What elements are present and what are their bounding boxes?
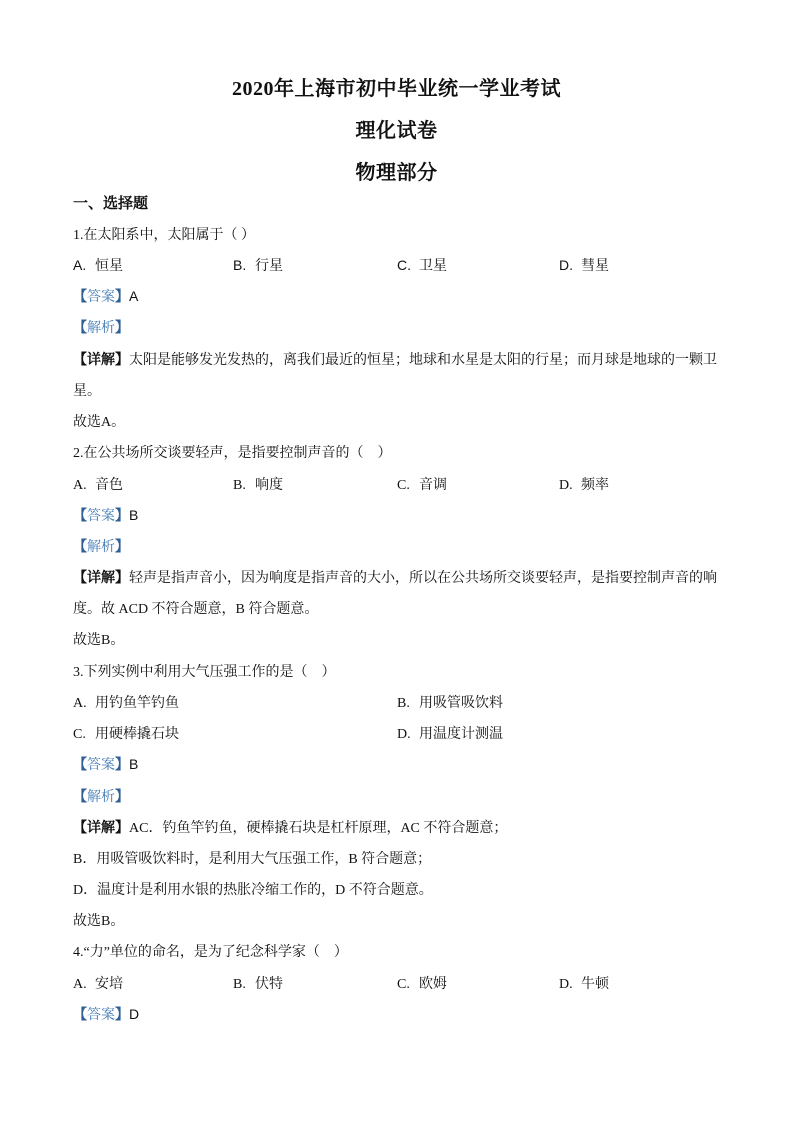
option-label: A. (73, 977, 87, 992)
option-text: 音色 (95, 478, 123, 493)
question-4-option-c (397, 973, 447, 993)
question-1-stem: 1.在太阳系中，太阳属于（ ） (73, 228, 255, 243)
bracket: 】 (115, 789, 129, 805)
question-1-option-b (233, 255, 283, 275)
detail-text: 太阳是能够发光发热的，离我们最近的恒星；地球和水星是太阳的行星；而月球是地球的一颗卫 (129, 353, 717, 368)
question-1-conclusion: 故选A。 (73, 415, 126, 430)
option-label: D. (397, 727, 411, 742)
section-heading: 一、选择题 (73, 196, 149, 212)
option-text: 用吸管吸饮料 (419, 696, 503, 711)
answer-value: B (129, 756, 139, 772)
option-label: B. (397, 696, 410, 711)
bracket: 【 (73, 320, 87, 336)
question-4-option-a (73, 973, 123, 993)
detail-text: 轻声是指声音小，因为响度是指声音的大小，所以在公共场所交谈要轻声，是指要控制声音的响 (129, 571, 717, 586)
exam-title: 2020年上海市初中毕业统一学业考试 (232, 78, 561, 100)
question-1-detail-line-1 (73, 349, 717, 369)
exam-subtitle: 理化试卷 (355, 120, 438, 142)
answer-value: D (129, 1006, 140, 1022)
question-1-option-d (559, 255, 609, 275)
bracket: 【 (73, 789, 87, 805)
option-text: 用钓鱼竿钓鱼 (95, 696, 179, 711)
option-text: 安培 (95, 977, 123, 992)
answer-label: 答案 (87, 289, 115, 305)
question-3-option-d (397, 723, 503, 743)
option-label: B. (233, 478, 246, 493)
question-3-detail-line-3: D．温度计是利用水银的热胀冷缩工作的，D 不符合题意。 (73, 883, 433, 898)
option-text: 响度 (255, 478, 283, 493)
bracket: 】 (115, 508, 129, 524)
option-label: A. (73, 478, 87, 493)
bracket: 【 (73, 289, 87, 305)
question-2-conclusion: 故选B。 (73, 633, 125, 648)
detail-label: 【详解】 (73, 353, 129, 368)
question-2-detail-line-1 (73, 567, 717, 587)
answer-label: 答案 (87, 1007, 115, 1023)
question-3-detail-line-2: B．用吸管吸饮料时，是利用大气压强工作，B 符合题意； (73, 852, 432, 867)
question-2-stem: 2.在公共场所交谈要轻声，是指要控制声音的（ ） (73, 446, 392, 461)
detail-text: AC．钓鱼竿钓鱼，硬棒撬石块是杠杆原理，AC 不符合题意； (129, 821, 508, 836)
option-text: 行星 (255, 259, 283, 274)
bracket: 】 (115, 1007, 129, 1023)
exam-part: 物理部分 (355, 162, 438, 184)
option-label: C. (397, 977, 410, 992)
question-1-option-c (397, 255, 447, 275)
bracket: 】 (115, 289, 129, 305)
option-text: 用温度计测温 (419, 727, 503, 742)
question-2-option-b (233, 474, 283, 494)
question-3-conclusion: 故选B。 (73, 914, 125, 929)
question-3-stem: 3.下列实例中利用大气压强工作的是（ ） (73, 665, 336, 680)
detail-label: 【详解】 (73, 571, 129, 586)
option-text: 牛顿 (581, 977, 609, 992)
answer-value: B (129, 507, 139, 523)
question-3-option-a (73, 692, 179, 712)
bracket: 【 (73, 539, 87, 555)
option-label: D. (559, 257, 573, 273)
question-1-analysis-label (73, 317, 129, 337)
analysis-label: 解析 (87, 789, 115, 805)
answer-label: 答案 (87, 757, 115, 773)
option-text: 用硬棒撬石块 (95, 727, 179, 742)
option-label: B. (233, 977, 246, 992)
question-4-answer (73, 1004, 139, 1024)
bracket: 【 (73, 1007, 87, 1023)
bracket: 【 (73, 508, 87, 524)
detail-label: 【详解】 (73, 821, 129, 836)
option-label: A. (73, 696, 87, 711)
question-2-analysis-label (73, 536, 129, 556)
option-text: 恒星 (95, 259, 123, 274)
bracket: 【 (73, 757, 87, 773)
question-2-option-d (559, 474, 609, 494)
question-4-stem: 4.“力”单位的命名，是为了纪念科学家（ ） (73, 945, 348, 960)
bracket: 】 (115, 320, 129, 336)
bracket: 】 (115, 539, 129, 555)
question-2-option-a (73, 474, 123, 494)
analysis-label: 解析 (87, 320, 115, 336)
analysis-label: 解析 (87, 539, 115, 555)
question-2-option-c (397, 474, 447, 494)
option-text: 伏特 (255, 977, 283, 992)
option-label: C. (397, 257, 411, 273)
option-text: 欧姆 (419, 977, 447, 992)
option-label: D. (559, 478, 573, 493)
answer-value: A (129, 288, 139, 304)
question-2-detail-line-2: 度。故 ACD 不符合题意，B 符合题意。 (73, 602, 319, 617)
option-label: C. (397, 478, 410, 493)
question-3-option-c (73, 723, 179, 743)
option-text: 彗星 (581, 259, 609, 274)
question-1-answer (73, 286, 138, 306)
question-1-detail-line-2: 星。 (73, 384, 101, 399)
bracket: 】 (115, 757, 129, 773)
question-1-option-a (73, 255, 123, 275)
option-label: C. (73, 727, 86, 742)
option-label: B. (233, 257, 247, 273)
question-3-answer (73, 754, 138, 774)
question-3-option-b (397, 692, 503, 712)
answer-label: 答案 (87, 508, 115, 524)
question-3-detail-line-1 (73, 817, 507, 837)
question-2-answer (73, 505, 138, 525)
question-3-analysis-label (73, 786, 129, 806)
question-4-option-d (559, 973, 609, 993)
option-label: A. (73, 257, 87, 273)
question-4-option-b (233, 973, 283, 993)
option-text: 音调 (419, 478, 447, 493)
option-text: 频率 (581, 478, 609, 493)
option-text: 卫星 (419, 259, 447, 274)
option-label: D. (559, 977, 573, 992)
